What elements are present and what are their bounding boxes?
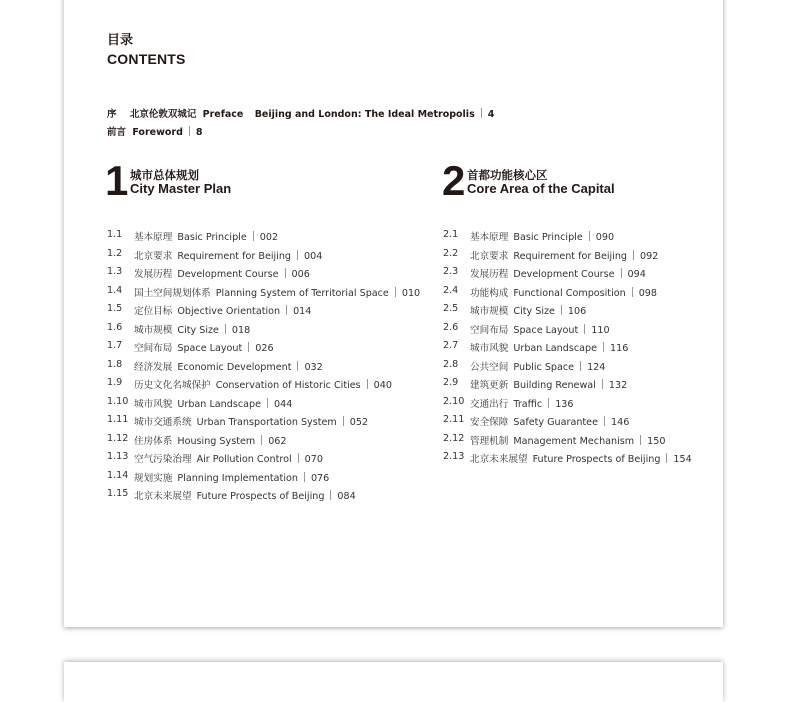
chapter-number: 2 [442,157,466,204]
entry-page: 092 [640,250,659,262]
chapter-title-zh: 首都功能核心区 [467,168,548,182]
entry-page: 018 [231,324,251,336]
preface-page: 4 [487,109,495,120]
entry-title-en: Future Prospects of Beijing [196,491,325,502]
entry-page: 136 [555,398,574,410]
entry-title-zh: 空间布局 [134,343,173,354]
divider [253,231,254,241]
entry-page: 090 [595,232,615,243]
chapter-number: 1 [105,157,129,204]
divider [367,379,368,389]
entry-title-en: Public Space [513,361,575,373]
entry-number: 2.9 [443,377,459,388]
entry-number: 1.8 [107,358,123,370]
chapter-title-en: Core Area of the Capital [467,181,615,196]
entry-page: 116 [609,343,629,354]
entry-page: 146 [610,417,630,428]
entry-page: 052 [349,417,369,428]
entry-number: 1.4 [107,284,123,296]
preface-en-title: Beijing and London: The Ideal Metropolis [254,109,475,120]
entry-title-zh: 历史文化名城保护 [134,380,211,391]
entry-number: 2.10 [443,395,465,407]
entry-page: 106 [567,306,587,317]
divider [548,398,549,408]
preface-entry[interactable] [107,106,494,120]
entry-title-zh: 基本原理 [470,232,509,243]
entry-number: 2.13 [443,451,465,462]
entry-title-en: City Size [177,324,219,336]
divider [621,268,622,278]
entry-number: 2.12 [443,432,465,444]
entry-number: 1.1 [107,229,123,240]
entry-title-zh: 北京要求 [134,250,173,262]
preface-zh-label: 序 [107,109,117,120]
divider [584,324,585,334]
entry-number: 2.3 [443,266,459,277]
chapter-title-en: City Master Plan [130,181,232,196]
entry-title-zh: 城市风貌 [134,398,173,410]
entry-page: 154 [673,454,692,465]
entry-title-en: Building Renewal [513,380,596,391]
entry-title-en: Basic Principle [513,232,583,243]
entry-title-zh: 功能构成 [470,287,509,299]
entry-number: 2.6 [443,321,459,333]
entry-title-en: Development Course [177,269,279,280]
divider [286,305,287,315]
entry-title-en: Safety Guarantee [513,417,598,428]
entry-title-en: Future Prospects of Beijing [532,454,661,465]
preface-zh-title: 北京伦敦双城记 [129,109,197,120]
next-page-edge [64,662,723,702]
entry-title-zh: 城市规模 [134,324,173,336]
entry-title-zh: 经济发展 [134,361,173,373]
divider [395,287,396,297]
entry-number: 1.2 [107,247,123,259]
entry-title-zh: 住房体系 [134,435,173,447]
entry-number: 1.7 [107,340,123,351]
entry-title-en: Urban Landscape [177,398,261,410]
divider [589,231,590,241]
entry-title-en: Housing System [177,435,256,447]
entry-title-zh: 空间布局 [470,324,509,336]
entry-page: 076 [310,472,330,484]
entry-page: 132 [608,380,628,391]
divider [285,268,286,278]
entry-page: 070 [304,454,323,465]
chapter-title-zh: 城市总体规划 [130,168,199,182]
entry-title-en: Objective Orientation [177,306,281,317]
entry-title-zh: 定位目标 [134,306,173,317]
entry-number: 1.11 [107,414,129,425]
entry-title-zh: 北京未来展望 [470,454,528,465]
entry-page: 002 [259,232,279,243]
divider [297,361,298,371]
entry-title-zh: 北京要求 [470,250,509,262]
entry-number: 1.14 [107,469,129,481]
entry-number: 1.15 [107,488,129,499]
entry-title-en: Development Course [513,269,615,280]
entry-title-zh: 安全保障 [470,417,509,428]
entry-title-en: Functional Composition [513,287,626,299]
divider [580,361,581,371]
entry-page: 014 [293,306,312,317]
divider [561,305,562,315]
divider [603,342,604,352]
entry-number: 1.9 [107,377,123,388]
divider [633,250,634,260]
title-zh: 目录 [107,33,134,48]
entry-number: 1.6 [107,321,123,333]
entry-title-en: Requirement for Beijing [513,250,628,262]
divider [297,250,298,260]
entry-page: 004 [304,250,323,262]
entry-page: 006 [291,269,310,280]
entry-number: 1.13 [107,451,129,462]
entry-number: 1.5 [107,303,123,314]
entry-page: 032 [304,361,323,373]
entry-title-zh: 发展历程 [134,269,173,280]
entry-page: 044 [273,398,293,410]
entry-page: 010 [401,287,421,299]
entry-number: 1.10 [107,395,129,407]
entry-title-en: Urban Landscape [513,343,597,354]
entry-number: 2.8 [443,358,459,370]
entry-title-zh: 基本原理 [134,232,173,243]
entry-title-zh: 公共空间 [470,361,509,373]
divider [189,126,190,136]
entry-title-en: Urban Transportation System [196,417,337,428]
entry-number: 2.2 [443,247,459,259]
divider [481,108,482,118]
entry-title-en: Basic Principle [177,232,247,243]
entry-title-zh: 国土空间规划体系 [134,287,211,299]
divider [343,416,344,426]
entry-title-en: City Size [513,306,555,317]
entry-title-zh: 城市交通系统 [134,417,192,428]
contents-page [64,0,723,627]
entry-page: 084 [337,491,356,502]
preface-en-label: Preface [202,109,244,120]
entry-title-zh: 发展历程 [470,269,509,280]
foreword-entry[interactable] [107,124,203,138]
entry-title-en: Space Layout [513,324,579,336]
entry-title-en: Space Layout [177,343,243,354]
divider [298,453,299,463]
entry-title-zh: 管理机制 [470,435,509,447]
entry-number: 2.1 [443,229,459,240]
entry-page: 124 [587,361,606,373]
entry-title-en: Traffic [513,398,543,410]
divider [304,472,305,482]
entry-title-en: Air Pollution Control [196,454,292,465]
entry-number: 1.3 [107,266,123,277]
entry-title-en: Requirement for Beijing [177,250,292,262]
divider [604,416,605,426]
entry-title-zh: 建筑更新 [470,380,509,391]
entry-page: 040 [373,380,392,391]
divider [330,490,331,500]
entry-page: 110 [591,324,610,336]
entry-number: 2.5 [443,303,459,314]
entry-number: 2.11 [443,414,465,425]
entry-page: 094 [627,269,646,280]
foreword-page: 8 [195,127,203,138]
entry-page: 098 [638,287,658,299]
divider [261,435,262,445]
entry-title-zh: 交通出行 [470,398,509,410]
entry-number: 1.12 [107,432,129,444]
entry-number: 2.7 [443,340,459,351]
entry-title-zh: 城市规模 [470,306,509,317]
entry-title-en: Planning Implementation [177,472,298,484]
divider [640,435,641,445]
entry-title-en: Economic Development [177,361,292,373]
divider [248,342,249,352]
entry-page: 062 [268,435,287,447]
title-en: CONTENTS [107,51,186,67]
foreword-en: Foreword [132,127,183,138]
entry-title-zh: 城市风貌 [470,343,509,354]
foreword-zh: 前言 [107,127,127,138]
entry-page: 150 [647,435,666,447]
entry-title-zh: 空气污染治理 [134,454,192,465]
divider [602,379,603,389]
divider [666,453,667,463]
entry-title-zh: 北京未来展望 [134,491,192,502]
divider [267,398,268,408]
entry-number: 2.4 [443,284,459,296]
entry-page: 026 [255,343,274,354]
entry-title-en: Conservation of Historic Cities [215,380,361,391]
divider [225,324,226,334]
entry-title-en: Planning System of Territorial Space [215,287,389,299]
divider [632,287,633,297]
entry-title-en: Management Mechanism [513,435,635,447]
entry-title-zh: 规划实施 [134,472,173,484]
